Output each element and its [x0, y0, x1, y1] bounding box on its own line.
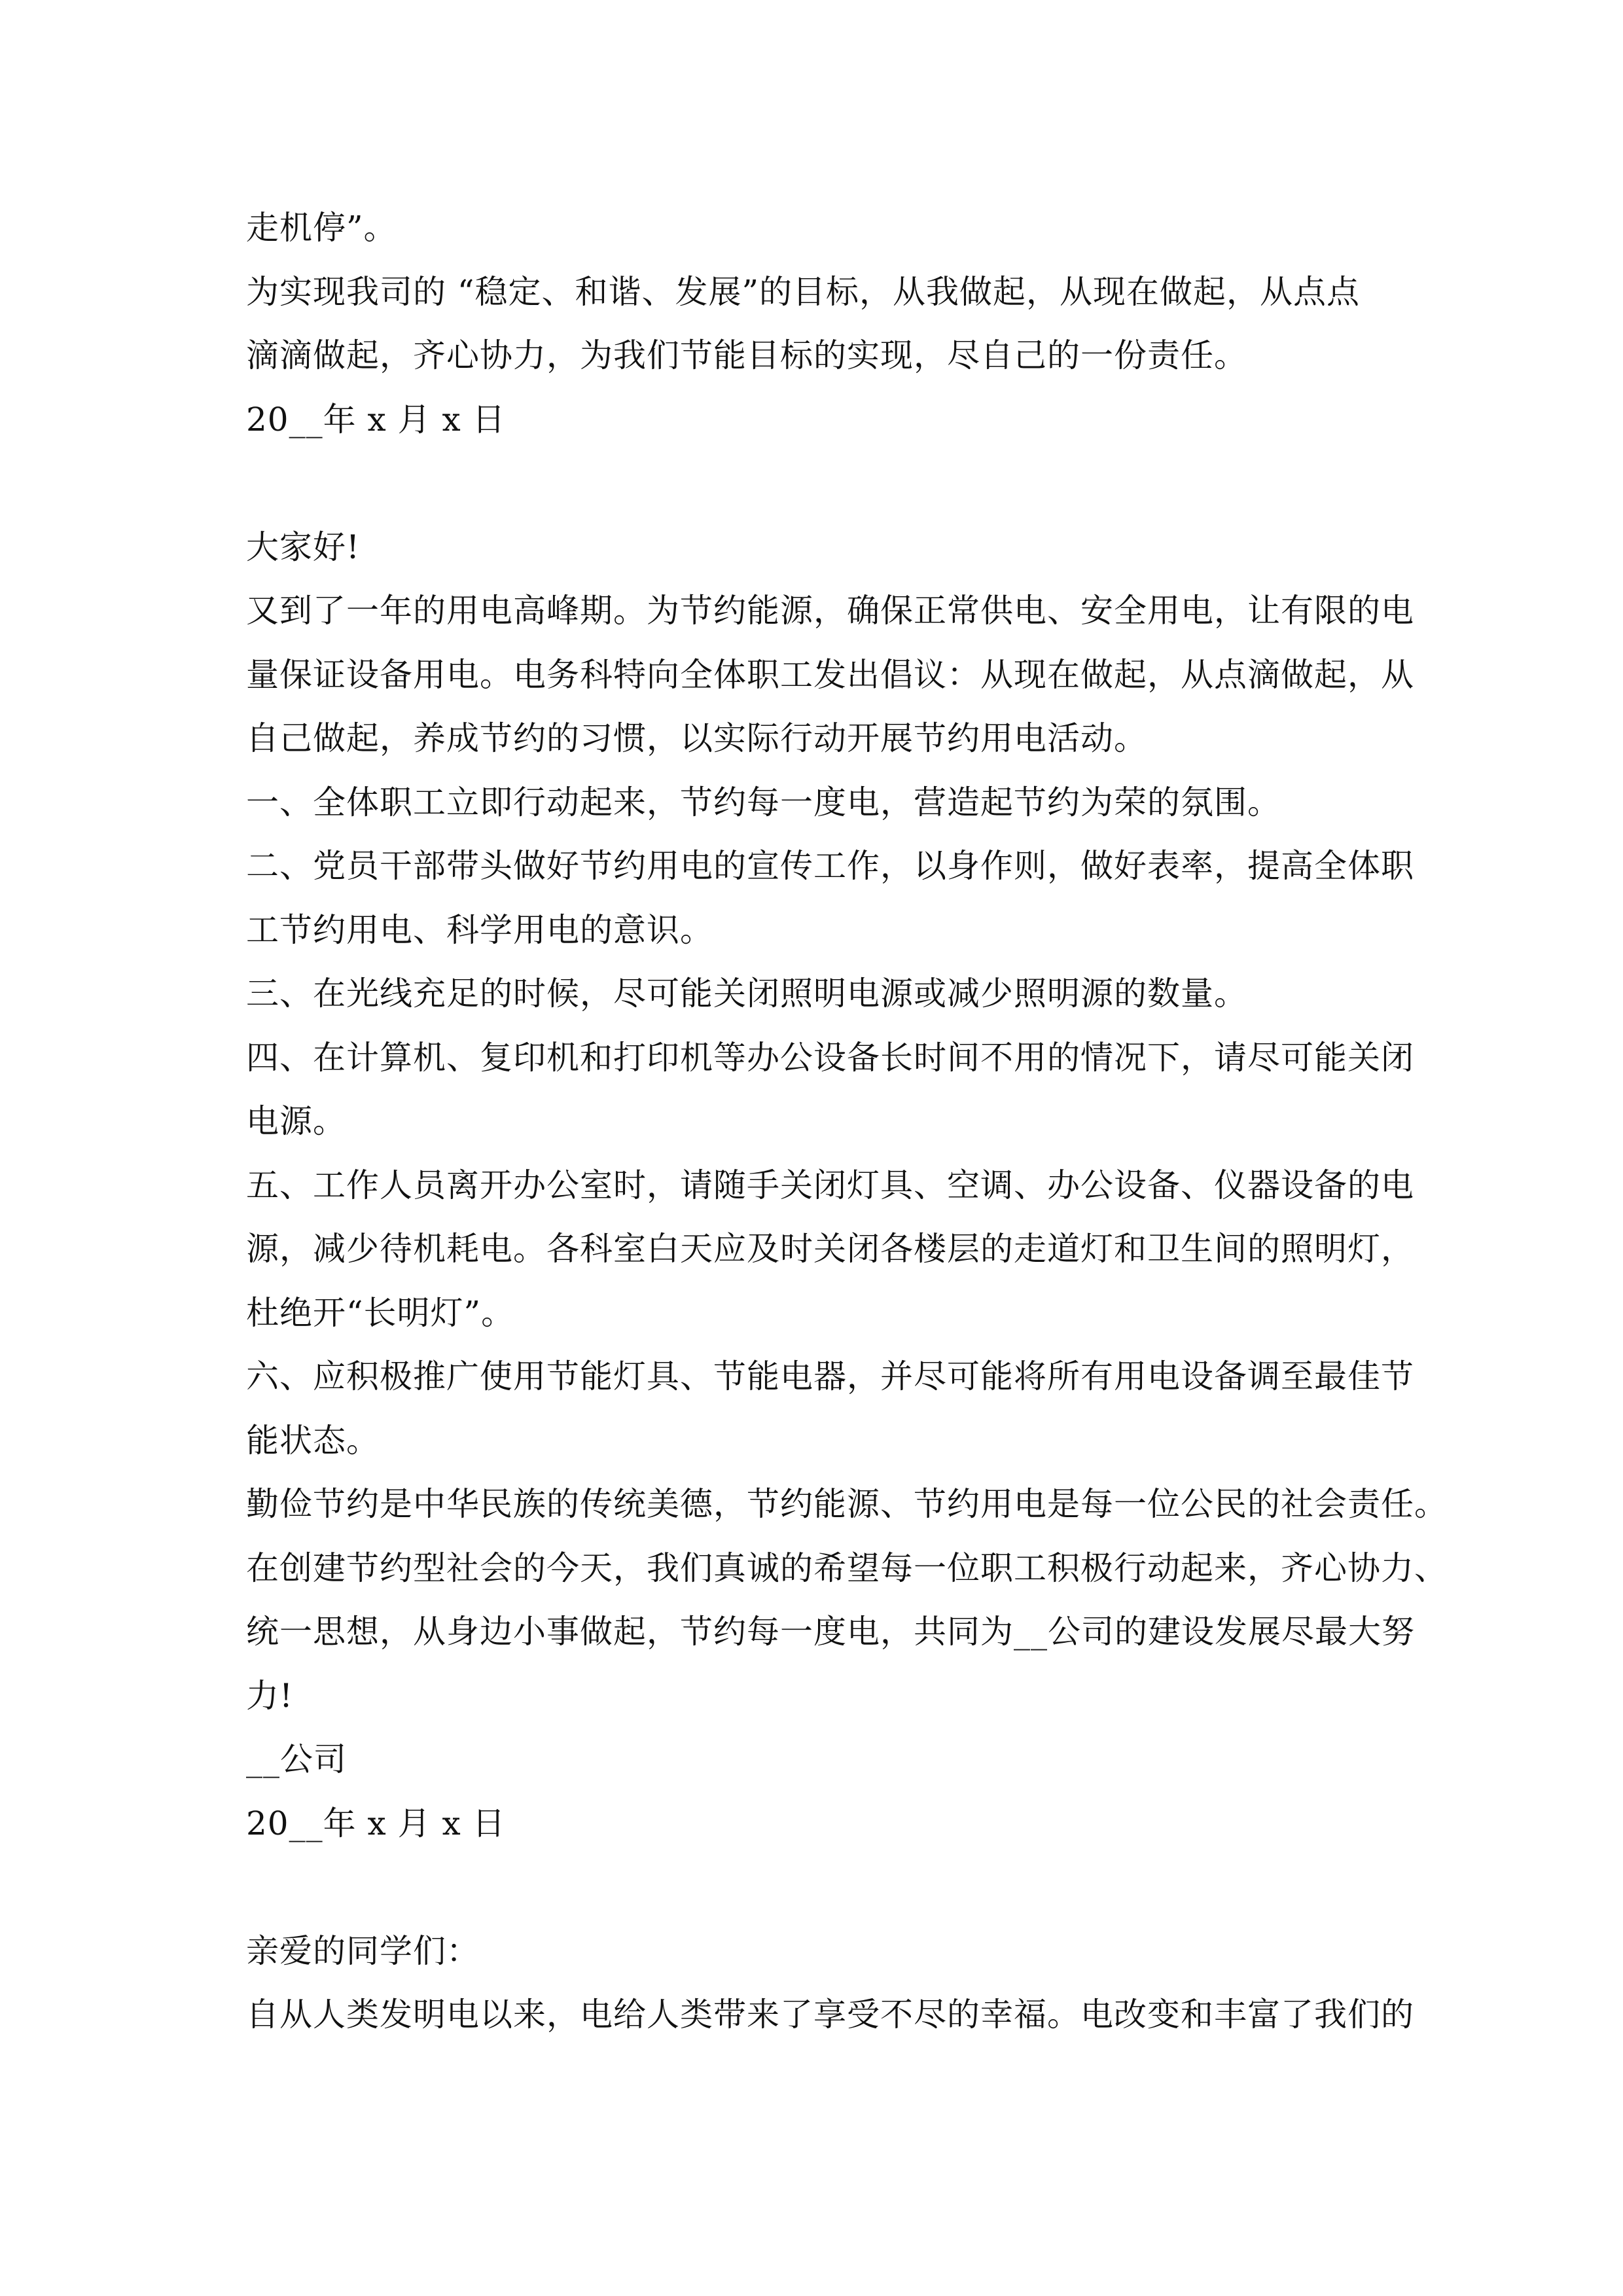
paragraph-line: 勤俭节约是中华民族的传统美德，节约能源、节约用电是每一位公民的社会责任。: [246, 1485, 1448, 1523]
list-item-5: 五、工作人员离开办公室时，请随手关闭灯具、空调、办公设备、仪器设备的电: [246, 1166, 1414, 1204]
paragraph-line: 又到了一年的用电高峰期。为节约能源，确保正常供电、安全用电，让有限的电: [246, 592, 1414, 630]
greeting: 大家好!: [246, 528, 361, 566]
list-item-1: 一、全体职工立即行动起来，节约每一度电，营造起节约为荣的氛围。: [246, 783, 1281, 821]
list-item-2: 二、党员干部带头做好节约用电的宣传工作，以身作则，做好表率，提高全体职: [246, 847, 1414, 885]
list-item-2-cont: 工节约用电、科学用电的意识。: [246, 910, 713, 949]
salutation: 亲爱的同学们：: [246, 1931, 480, 1970]
paragraph-line: 力!: [246, 1676, 294, 1715]
paragraph-line: 为实现我司的 “稳定、和谐、发展”的目标，从我做起，从现在做起，从点点: [246, 272, 1361, 311]
paragraph-line: 量保证设备用电。电务科特向全体职工发出倡议：从现在做起，从点滴做起，从: [246, 655, 1414, 694]
list-item-5-cont: 源，减少待机耗电。各科室白天应及时关闭各楼层的走道灯和卫生间的照明灯，: [246, 1230, 1414, 1268]
paragraph-line: 统一思想，从身边小事做起，节约每一度电，共同为__公司的建设发展尽最大努: [246, 1613, 1415, 1651]
list-item-6: 六、应积极推广使用节能灯具、节能电器，并尽可能将所有用电设备调至最佳节: [246, 1357, 1414, 1395]
paragraph-line: 滴滴做起，齐心协力，为我们节能目标的实现，尽自己的一份责任。: [246, 336, 1247, 374]
list-item-5-cont: 杜绝开“长明灯”。: [246, 1293, 515, 1332]
signature-company: __公司: [246, 1740, 347, 1778]
list-item-3: 三、在光线充足的时候，尽可能关闭照明电源或减少照明源的数量。: [246, 975, 1247, 1013]
date-line: 20__年 x 月 x 日: [246, 400, 506, 439]
paragraph-line: 自从人类发明电以来，电给人类带来了享受不尽的幸福。电改变和丰富了我们的: [246, 1996, 1414, 2034]
section-closing: [246, 196, 1385, 452]
date-line: 20__年 x 月 x 日: [246, 1804, 506, 1842]
list-item-4: 四、在计算机、复印机和打印机等办公设备长时间不用的情况下，请尽可能关闭: [246, 1038, 1414, 1077]
section-letter: [246, 1920, 1414, 2047]
section-spacer: [246, 1856, 1385, 1920]
document-body: [246, 196, 1448, 2047]
section-spacer: [246, 452, 1385, 516]
paragraph-line: 自己做起，养成节约的习惯，以实际行动开展节约用电活动。: [246, 719, 1147, 757]
list-item-6-cont: 能状态。: [246, 1421, 380, 1460]
list-item-4-cont: 电源。: [246, 1102, 346, 1140]
paragraph-line: 走机停”。: [246, 209, 397, 247]
paragraph-line: 在创建节约型社会的今天，我们真诚的希望每一位职工积极行动起来，齐心协力、: [246, 1549, 1448, 1587]
section-proposal: [246, 516, 1448, 1856]
